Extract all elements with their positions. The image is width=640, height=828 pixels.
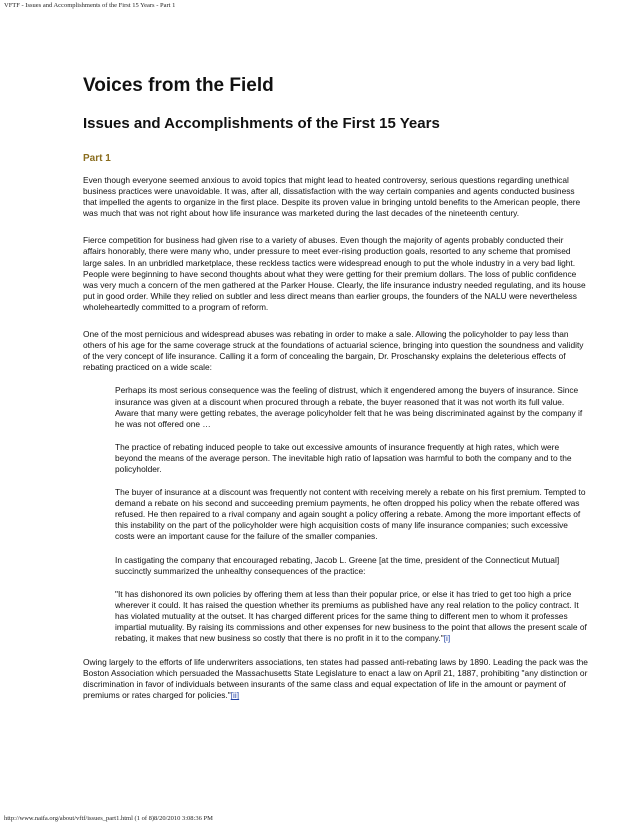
quote-paragraph-greene-intro: In castigating the company that encouraged rebating, Jacob L. Greene [at the time, president of the Connecticut Mutual] succinctly summarized the unhealthy consequences of the practice: — [115, 554, 560, 576]
greene-quote-text: "It has dishonored its own policies by offering them at less than their popular price, or else it has tried to get too high a price wherever it could. It has raised the question whether its premiums as published have any real relation to the policy contract. It has violated mutuality at the outset. It has charged different prices for the same thing to different men to whom it professes impartial mutuality. By raising its commissions and other expenses for new business to the point that allows the present scale of rebating, it makes that new business so costly that there is no profit in it to the company." — [115, 588, 587, 644]
block-quote — [115, 385, 588, 644]
footnote-link-i[interactable]: [i] — [443, 633, 451, 644]
article — [83, 74, 588, 702]
page-subtitle: Issues and Accomplishments of the First 15 Years — [83, 115, 440, 132]
anti-rebating-text: Owing largely to the efforts of life underwriters associations, ten states had passed anti-rebating laws by 1890. Leading the pack was the Boston Association which persuaded the Massachusetts State Legislature to enact a law on April 21, 1887, prohibiting "any distinction or discrimination in favor of individuals between insurants of the same class and equal expectation of life in the amount or payment of premiums or rates charged for policies." — [83, 657, 588, 701]
quote-paragraph-greene — [115, 589, 588, 644]
paragraph-competition: Fierce competition for business had given rise to a variety of abuses. Even though the majority of agents probably conducted their affairs honorably, there were many who, under pressure to meet ever-rising production goals, resorted to any scheme that promised large sales. In an unbridled marketplace, these reckless tactics were widespread enough to put the whole industry in a very bad light. People were beginning to have second thoughts about what they were getting for their premium dollars. The loss of public confidence was very much a concern of the men gathered at the Parker House. Clearly, the life insurance industry needed regulating, and its house put in good order. While they relied on subtler and less direct means than earlier groups, the founders of the NALU were nevertheless wholeheartedly committed to a program of reform. — [83, 235, 586, 312]
paragraph-intro: Even though everyone seemed anxious to avoid topics that might lead to heated controversy, serious questions regarding unethical business practices were unavoidable. It was, after all, dissatisfaction with the way certain companies and agents conducted business that impelled the agents to organize in the first place. Despite its proven value in bringing untold benefits to the American people, there was much that was not right about how life insurance was marketed during the last decades of the nineteenth century. — [83, 175, 581, 219]
paragraph-anti-rebating — [83, 657, 588, 701]
quote-paragraph-distrust: Perhaps its most serious consequence was the feeling of distrust, which it engendered among the buyers of insurance. Since insurance was given at a discount when procured through a rebate, the buyer reasoned that it was not worth its full value. Aware that many were getting rebates, the average policyholder felt that he was being discriminated against by the company if he was not offered one … — [115, 385, 583, 429]
print-footer: http://www.naifa.org/about/vftf/issues_part1.html (1 of 8)8/20/2010 3:08:36 PM — [4, 815, 213, 822]
paragraph-rebating: One of the most pernicious and widespread abuses was rebating in order to make a sale. Allowing the policyholder to pay less than others of his age for the same coverage struck at the foundations of actuarial science, bringing into question the soundness and validity of the very concept of life insurance. Calling it a form of concealing the bargain, Dr. Proschansky explains the deleterious effects of rebating practiced on a wide scale: — [83, 329, 584, 373]
quote-paragraph-lapsation: The practice of rebating induced people to take out excessive amounts of insurance frequently at high rates, which were beyond the means of the average person. The inevitable high ratio of lapsation was harmful to both the company and to the policyholder. — [115, 441, 572, 474]
print-header: VFTF - Issues and Accomplishments of the First 15 Years - Part 1 — [4, 2, 176, 9]
part-heading: Part 1 — [83, 153, 111, 164]
quote-paragraph-instability: The buyer of insurance at a discount was frequently not content with receiving merely a rebate on his first premium. Tempted to demand a rebate on his second and succeeding premium payments, he often dropped his policy when the rebate offered was refused. He then repaired to a rival company and again sought a policy offering a rebate. Among the more important effects of this instability on the part of the policyholder were high acquisition costs of many life insurance companies; such excessive costs were an important cause for the failure of the smaller companies. — [115, 487, 586, 542]
page-title: Voices from the Field — [83, 75, 274, 96]
footnote-link-ii[interactable]: [ii] — [230, 690, 240, 701]
